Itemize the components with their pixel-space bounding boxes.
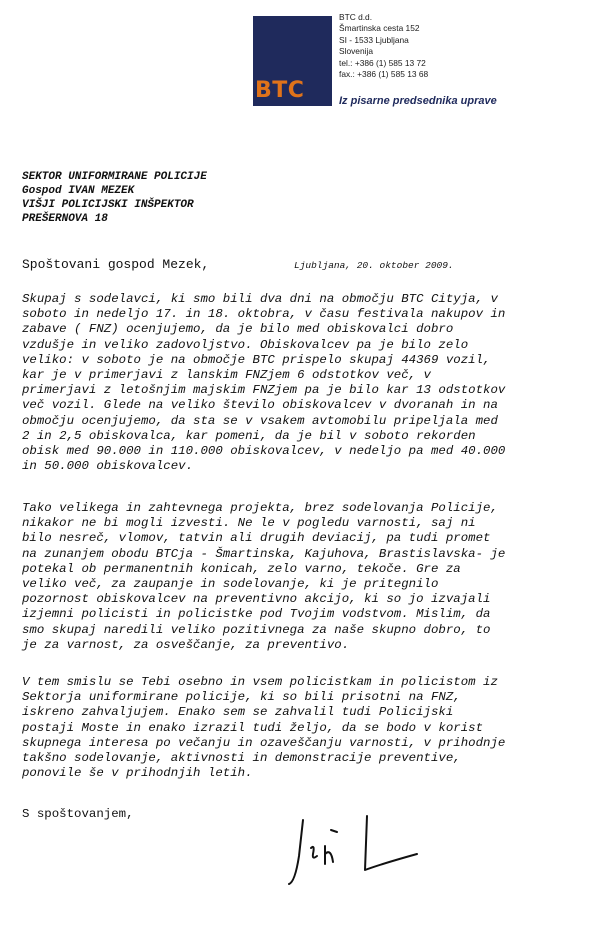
paragraph-line: takšno sodelovanje, aktivnosti in demonstracije preventive, [22, 751, 461, 766]
paragraph-line: območju ocenjujemo, da sta se v vsakem avtomobilu pripeljala med [22, 413, 498, 428]
paragraph-line: potekal ob permanentnih konicah, zelo varno, tekoče. Gre za [22, 561, 461, 576]
paragraph-line: kar je v primerjavi z lanskim FNZjem 6 odstotkov več, v [22, 368, 431, 383]
paragraph-line: nikakor ne bi mogli izvesti. Ne le v pogledu varnosti, saj ni [22, 516, 476, 531]
paragraph-line: bilo nesreč, vlomov, tatvin ali drugih deviacij, pa tudi promet [22, 531, 491, 546]
paragraph-line: skupnega interesa po večanju in ozaveščanju varnosti, v prihodnje [22, 735, 506, 750]
body-paragraph-3 [22, 675, 505, 781]
paragraph-line: in 50.000 obiskovalcev. [22, 459, 194, 474]
company-country: Slovenija [339, 46, 373, 57]
paragraph-line: zabave ( FNZ) ocenjujemo, da je bilo med obiskovalci dobro [22, 322, 454, 337]
addressee-line: VIŠJI POLICIJSKI INŠPEKTOR [22, 199, 194, 211]
paragraph-line: Sektorja uniformirane policije, ki so bili prisotni na FNZ, [22, 690, 461, 705]
closing: S spoštovanjem, [22, 807, 134, 821]
body-paragraph-1 [22, 292, 505, 474]
btc-logo [253, 16, 332, 106]
paragraph-line: 2 in 2,5 obiskovalca, kar pomeni, da je bil v soboto rekorden [22, 428, 476, 443]
paragraph-line: V tem smislu se Tebi osebno in vsem policistkam in policistom iz [22, 675, 498, 689]
body-paragraph-2 [22, 501, 505, 653]
paragraph-line: primerjavi z letošnjim majskim FNZjem pa je bilo kar 13 odstotkov [22, 383, 506, 398]
paragraph-line: več vozil. Glede na veliko število obiskovalcev v dvoranah in na [22, 398, 498, 413]
paragraph-line: ponovile še v prihodnjih letih. [22, 766, 253, 781]
paragraph-line: Tako velikega in zahtevnega projekta, brez sodelovanja Policije, [22, 501, 498, 515]
logo-text: BTC [255, 78, 305, 103]
company-fax: fax.: +386 (1) 585 13 68 [339, 69, 429, 80]
letter-date: Ljubljana, 20. oktober 2009. [294, 260, 454, 271]
company-city: SI - 1533 Ljubljana [339, 34, 409, 45]
paragraph-line: pozornost obiskovalcev na preventivno akcijo, ki so jo izvajali [22, 592, 491, 607]
paragraph-line: veliko: v soboto je na območje BTC prispelo skupaj 44369 vozil, [22, 352, 491, 367]
paragraph-line: Skupaj s sodelavci, ki smo bili dva dni na območju BTC Cityja, v [22, 292, 498, 306]
company-info [339, 12, 428, 80]
paragraph-line: iskreno zahvaljujem. Enako sem se zahvalil tudi Policijski [22, 705, 454, 720]
addressee-line: SEKTOR UNIFORMIRANE POLICIJE [22, 171, 207, 183]
paragraph-line: je za varnost, za osveščanje, za preventivo. [22, 637, 350, 652]
paragraph-line: na zunanjem obodu BTCja - Šmartinska, Kajuhova, Brastislavska- je [22, 546, 506, 561]
addressee-line: Gospod IVAN MEZEK [22, 185, 135, 197]
paragraph-line: vzdušje in veliko zadovoljstvo. Obiskovalcev pa je bilo zelo [22, 337, 469, 352]
paragraph-line: smo skupaj naredili veliko pozitivnega za naše skupno dobro, to [22, 622, 491, 637]
paragraph-line: soboto in nedeljo 17. in 18. oktobra, v času festivala nakupov in [22, 307, 506, 322]
company-phone: tel.: +386 (1) 585 13 72 [339, 57, 426, 68]
office-line: Iz pisarne predsednika uprave [339, 95, 497, 107]
paragraph-line: izjemni policisti in policistke pod Tvojim vodstvom. Mislim, da [22, 607, 491, 622]
addressee-block [22, 170, 207, 226]
paragraph-line: postaji Moste in enako izrazil tudi željo, da se bodo v korist [22, 720, 484, 735]
paragraph-line: obisk med 90.000 in 110.000 obiskovalcev, v nedeljo pa med 40.000 [22, 444, 506, 459]
company-street: Šmartinska cesta 152 [339, 23, 420, 34]
company-name: BTC d.d. [339, 12, 373, 22]
paragraph-line: veliko več, za zaupanje in sodelovanje, ki je pritegnilo [22, 577, 439, 592]
addressee-line: PREŠERNOVA 18 [22, 213, 108, 225]
handwritten-signature [285, 808, 425, 898]
salutation: Spoštovani gospod Mezek, [22, 257, 210, 272]
